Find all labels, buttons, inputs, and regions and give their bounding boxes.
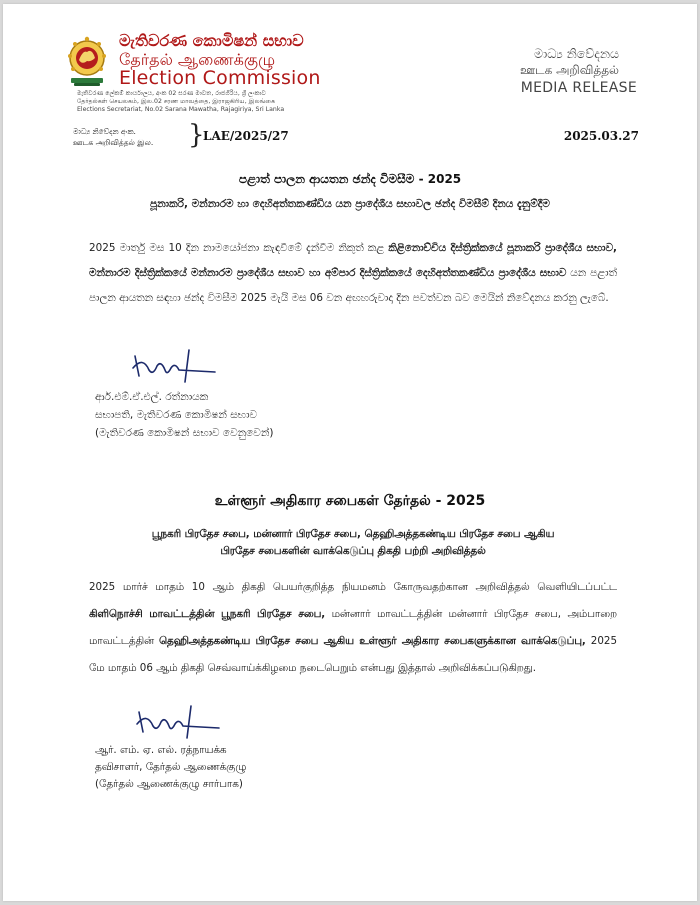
reference-label [73,126,153,148]
body-paragraph-sinhala [89,236,617,311]
subtitle-tamil-line1: பூநகரி பிரதேச சபை, மன்னார் பிரதேச சபை, தெஹிஅத்தகண்டிய பிரதேச சபை ஆகிய [151,528,555,540]
release-label-sinhala: මාධ්‍ය නිවේදනය [534,46,619,61]
reference-number: LAE/2025/27 [203,129,289,143]
org-address [77,90,347,114]
body-tamil-bold1: கிளிநொச்சி மாவட்டத்தின் பூநகரி பிரதேச சபை, [89,608,326,620]
reference-label-sinhala: මාධ්‍ය නිවේදන අංක. [73,127,136,136]
address-sinhala-tamil: මැතිවරණ ලේකම් කාර්යාලය, අංක 02 සරණ මාවත, රාජගිරිය, ශ්‍රී ලංකාව [77,90,266,97]
signer-block-tamil [95,742,246,793]
org-name-sinhala: මැතිවරණ කොමිෂන් සභාව [119,31,304,50]
subtitle-sinhala: පූනාකරි, මන්නාරම හා දෙහිඅත්තකණ්ඩිය යන ප්‍රාදේශීය සභාවල ඡන්ද විමසීම් දිනය දැනුම්දීම [150,198,550,210]
title-tamil: உள்ளூர் அதிகார சபைகள் தேர்தல் - 2025 [214,493,486,509]
media-release-page [3,4,697,901]
signer-name-tamil: ஆர். எம். ஏ. எல். ரத்நாயக்க [95,744,227,756]
signature-tamil [129,704,224,744]
release-label-tamil: ஊடக அறிவித்தல் [519,63,619,77]
signer-behalf-sinhala: (මැතිවරණ කොමිෂන් සභාව වෙනුවෙන්) [95,427,274,439]
body-tamil-part1: 2025 மார்ச் மாதம் 10 ஆம் திகதி பெயர்குறித்த நியமனம் கோருவதற்கான அறிவித்தல் வெளியிடப்பட்ட [89,581,617,593]
signer-title-sinhala: සභාපති, මැතිවරණ කොමිෂන් සභාව [95,409,258,421]
release-label-english: MEDIA RELEASE [520,80,637,96]
org-name-tamil: தேர்தல் ஆணைக்குழு [119,50,276,69]
body-paragraph-tamil [89,574,617,682]
emblem-logo [65,34,109,88]
release-date: 2025.03.27 [563,129,639,143]
title-sinhala: පළාත් පාලන ආයතන ඡන්ද විමසීම - 2025 [238,172,462,186]
signature-sinhala [123,346,218,386]
signer-behalf-tamil: (தேர்தல் ஆணைக்குழு சார்பாக) [95,778,243,790]
body-sinhala-part2: යන පළාත් පාලන ආයතන සඳහා ඡන්ද විමසීම 2025 මැයි මස 06 වන අඟහරුවාදා දින පවත්වන බව මෙයින් නිවේදනය කරනු ලැබේ. [89,267,617,304]
signer-title-tamil: தவிசாளர், தேர்தல் ஆணைக்குழு [95,761,247,773]
subtitle-tamil-line2: பிரதேச சபைகளின் வாக்கெடுப்பு திகதி பற்றி அறிவித்தல் [220,545,486,557]
reference-label-tamil: ஊடக அறிவித்தல் இல. [73,138,154,147]
signer-block-sinhala [95,388,273,442]
body-tamil-part2: மன்னார் மாவட்டத்தின் மன்னார் பிரதேச சபை, அம்பாறை மாவட்டத்தின் [89,608,617,647]
body-sinhala-part1: 2025 මාර්තු මස 10 දින නාමයෝජනා කැඳවීමේ දැන්වීම නිකුත් කළ [89,242,389,254]
signer-name-sinhala: ආර්.එම්.ඒ.එල්. රත්නායක [95,391,209,403]
body-sinhala-district: කිළිනොච්චිය දිස්ත්‍රික්කයේ පූනාකරි ප්‍රාදේශීය සභාව, මන්නාරම දිස්ත්‍රික්කයේ මන්නාරම ප්‍රාදේශීය සභාව හා අම්පාර දිස්ත්‍රික්කයේ දෙහිඅත්තකණ්ඩිය ප්‍රාදේශීය සභාව [89,242,617,279]
reference-brace: } [188,120,205,150]
address-tamil: தேர்தல்கள் செயலகம், இல.02 சரண மாவத்தை, இராஜகிரிய, இலங்கை [77,98,276,105]
address-english: Elections Secretariat, No.02 Sarana Mawatha, Rajagiriya, Sri Lanka [77,106,285,113]
body-tamil-bold2: தெஹிஅத்தகண்டிய பிரதேச சபை ஆகிய உள்ளூர் அதிகார சபைகளுக்கான வாக்கெடுப்பு, [159,635,586,647]
body-tamil-part3: 2025 மே மாதம் 06 ஆம் திகதி செவ்வாய்க்கிழமை நடைபெறும் என்பது இத்தால் அறிவிக்கப்படுகிறது. [89,635,618,674]
subtitle-tamil [89,526,617,560]
org-name-english: Election Commission [119,67,321,89]
